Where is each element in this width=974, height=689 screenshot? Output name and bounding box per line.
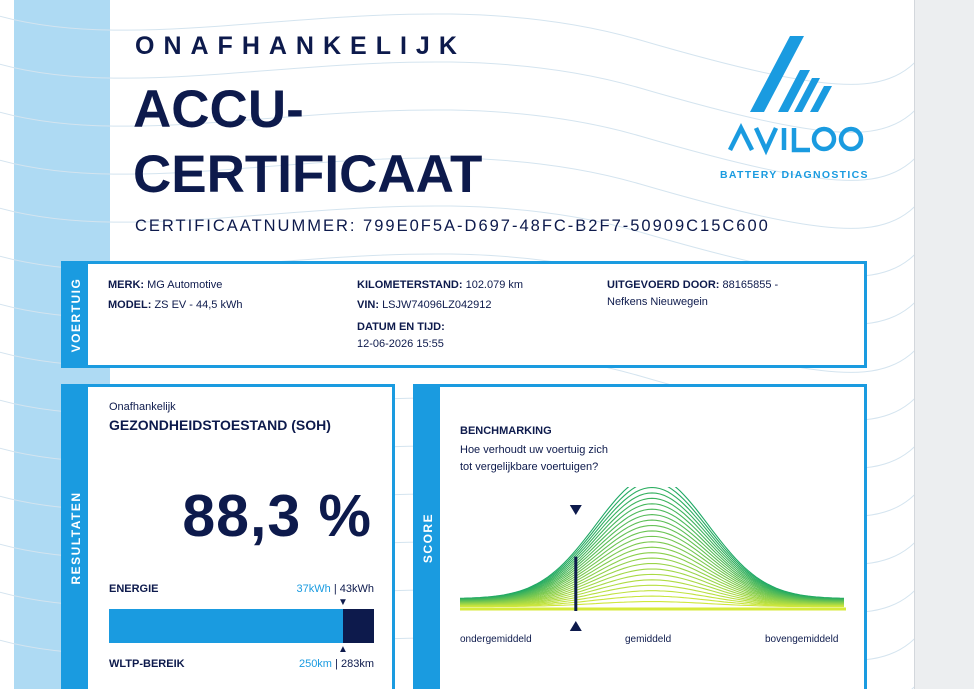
benchmark-title: BENCHMARKING bbox=[460, 425, 552, 437]
capacity-bar-fill bbox=[109, 609, 343, 643]
range-values: 250km | 283km bbox=[298, 658, 374, 670]
range-marker-icon: ▲ bbox=[337, 644, 348, 655]
certificate-title-line-2: CERTIFICAAT bbox=[133, 145, 483, 204]
capacity-bar bbox=[109, 609, 374, 643]
benchmark-distribution-chart bbox=[460, 487, 846, 632]
score-tab: SCORE bbox=[416, 387, 440, 689]
energy-marker-icon: ▼ bbox=[337, 597, 348, 608]
energy-label: ENERGIE bbox=[109, 583, 159, 595]
vehicle-mileage: KILOMETERSTAND: 102.079 km bbox=[357, 279, 524, 291]
results-tab: RESULTATEN bbox=[64, 387, 88, 689]
aviloo-mountain-icon bbox=[720, 30, 870, 165]
soh-title: GEZONDHEIDSTOESTAND (SOH) bbox=[109, 417, 331, 433]
benchmark-question: Hoe verhoudt uw voertuig zich tot vergelijkbare voertuigen? bbox=[460, 444, 608, 473]
aviloo-logo bbox=[720, 30, 870, 190]
marker-up-arrow-icon bbox=[570, 621, 582, 631]
soh-value: 88,3 % bbox=[182, 483, 372, 549]
certificate-number: CERTIFICAATNUMMER: 799E0F5A-D697-48FC-B2F7-50909C15C600 bbox=[135, 217, 770, 235]
axis-label-below: ondergemiddeld bbox=[460, 634, 532, 645]
score-card bbox=[413, 384, 867, 689]
vehicle-performed-by: UITGEVOERD DOOR: 88165855 - bbox=[607, 279, 779, 291]
energy-values: 37kWh | 43kWh bbox=[296, 583, 374, 595]
vehicle-datetime-label: DATUM EN TIJD: bbox=[357, 321, 445, 333]
range-label: WLTP-BEREIK bbox=[109, 658, 185, 670]
axis-label-above: bovengemiddeld bbox=[765, 634, 839, 645]
certificate-kicker: ONAFHANKELIJK bbox=[135, 32, 466, 60]
vehicle-tab: VOERTUIG bbox=[64, 264, 88, 365]
distribution-curve-line bbox=[460, 493, 844, 607]
marker-down-arrow-icon bbox=[570, 505, 582, 515]
axis-label-average: gemiddeld bbox=[625, 634, 672, 645]
vehicle-datetime-value: 12-06-2026 15:55 bbox=[357, 338, 444, 350]
vehicle-brand: MERK: MG Automotive bbox=[108, 279, 223, 291]
vehicle-performed-by-location: Nefkens Nieuwegein bbox=[607, 296, 708, 308]
vehicle-vin: VIN: LSJW74096LZ042912 bbox=[357, 299, 492, 311]
logo-tagline: BATTERY DIAGNOSTICS bbox=[720, 169, 869, 181]
soh-subtitle: Onafhankelijk bbox=[109, 401, 176, 413]
results-card bbox=[61, 384, 395, 689]
vehicle-model: MODEL: ZS EV - 44,5 kWh bbox=[108, 299, 243, 311]
vehicle-card bbox=[61, 261, 867, 368]
certificate-title-line-1: ACCU- bbox=[133, 80, 304, 139]
